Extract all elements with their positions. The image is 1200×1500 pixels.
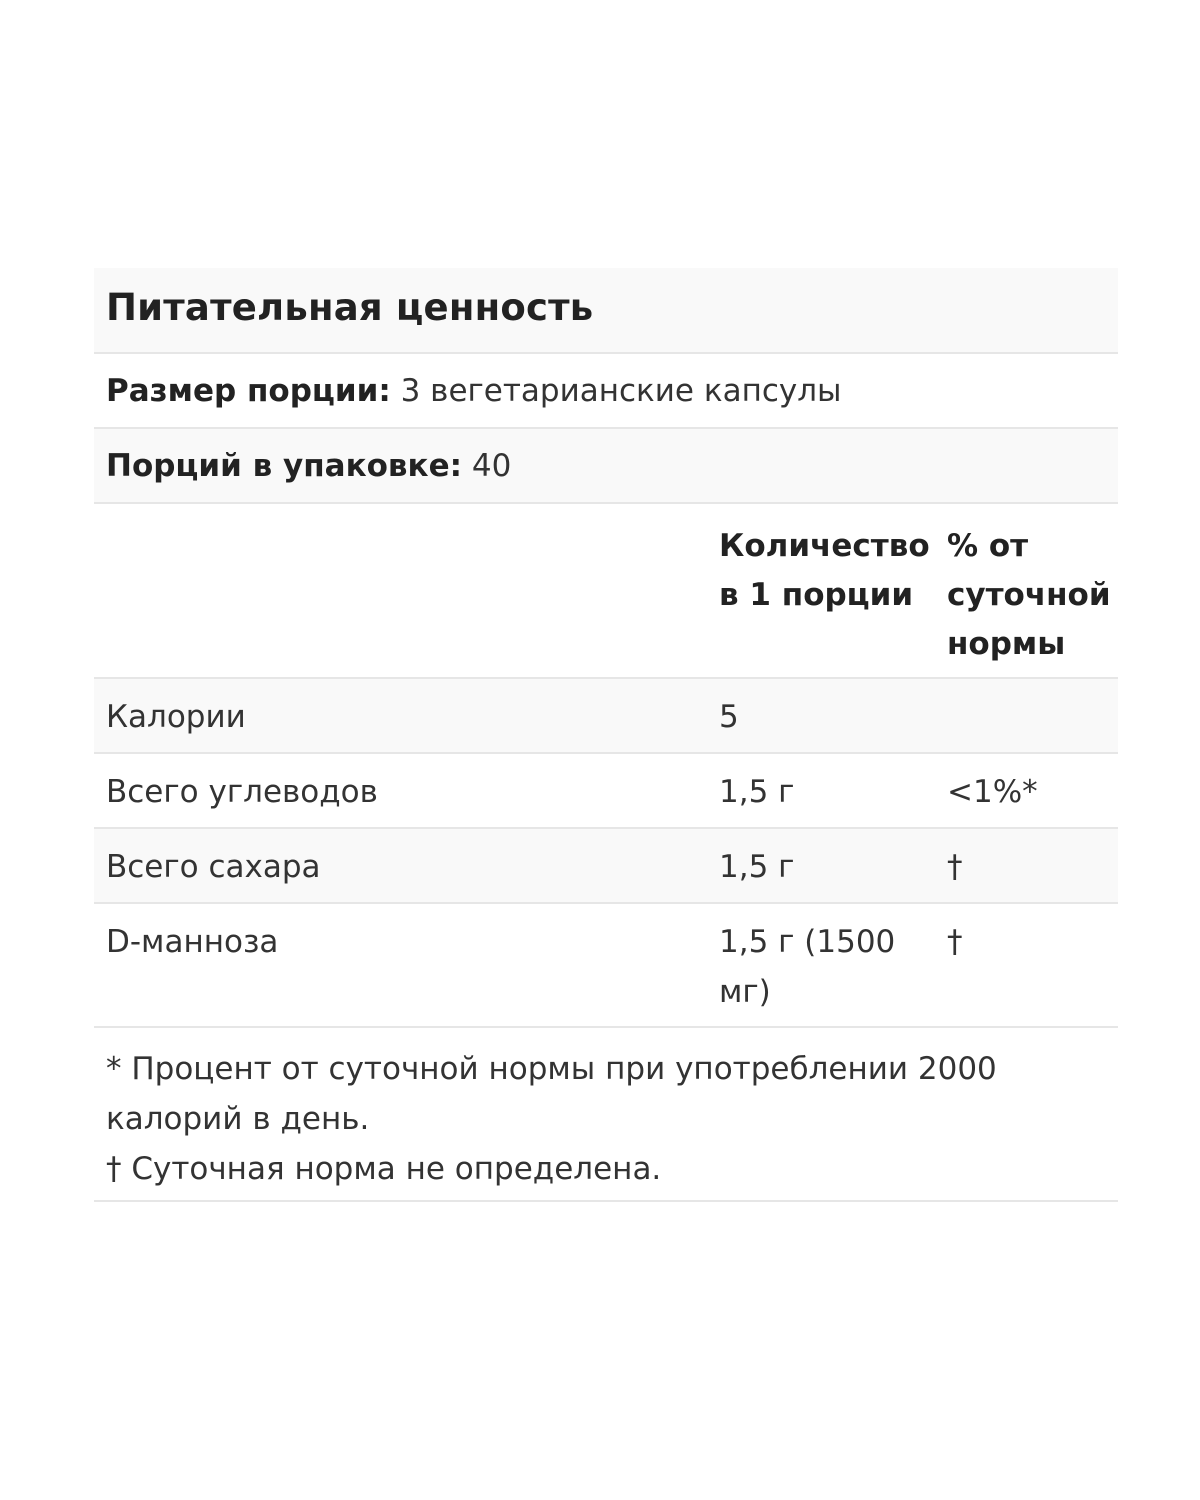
- title-row: [94, 268, 1118, 354]
- serving-size-row: [94, 354, 1118, 429]
- serving-size-value: 3 вегетарианские капсулы: [400, 373, 842, 409]
- daily-value-header: [947, 522, 1117, 669]
- nutrient-amount: 5: [719, 699, 739, 735]
- servings-per-container-value: 40: [471, 448, 512, 484]
- table-row: [94, 754, 1118, 829]
- servings-per-container-row: [94, 429, 1118, 504]
- footnotes: [94, 1028, 1118, 1202]
- amount-header: [719, 522, 934, 620]
- footnote-line1: * Процент от суточной нормы при употреблении 2000: [106, 1051, 997, 1087]
- footnote-line2: калорий в день.: [106, 1101, 370, 1137]
- table-row: [94, 904, 1118, 1028]
- nutrition-title: Питательная ценность: [106, 286, 594, 329]
- nutrient-daily-value: <1%*: [947, 774, 1038, 810]
- nutrient-daily-value: †: [947, 924, 963, 960]
- amount-header-line2: в 1 порции: [719, 577, 914, 613]
- nutrient-name: D-манноза: [106, 924, 279, 960]
- serving-size-label: Размер порции:: [106, 373, 391, 409]
- amount-header-line1: Количество: [719, 528, 930, 564]
- nutrient-name: Калории: [106, 699, 246, 735]
- table-header-row: [94, 504, 1118, 679]
- servings-per-container-label: Порций в упаковке:: [106, 448, 463, 484]
- nutrient-amount: [719, 917, 934, 1017]
- dv-header-line2: суточной: [947, 577, 1111, 613]
- dv-header-line3: нормы: [947, 626, 1066, 662]
- table-row: [94, 829, 1118, 904]
- nutrient-amount: 1,5 г: [719, 849, 795, 885]
- nutrition-facts-panel: [94, 268, 1118, 1202]
- nutrient-amount: 1,5 г: [719, 774, 795, 810]
- nutrient-daily-value: †: [947, 849, 963, 885]
- nutrient-amount-line1: 1,5 г (1500: [719, 924, 896, 960]
- nutrient-amount-line2: мг): [719, 974, 771, 1010]
- table-row: [94, 679, 1118, 754]
- dv-header-line1: % от: [947, 528, 1029, 564]
- footnote-line3: † Суточная норма не определена.: [106, 1151, 662, 1187]
- nutrient-name: Всего сахара: [106, 849, 321, 885]
- nutrient-name: Всего углеводов: [106, 774, 378, 810]
